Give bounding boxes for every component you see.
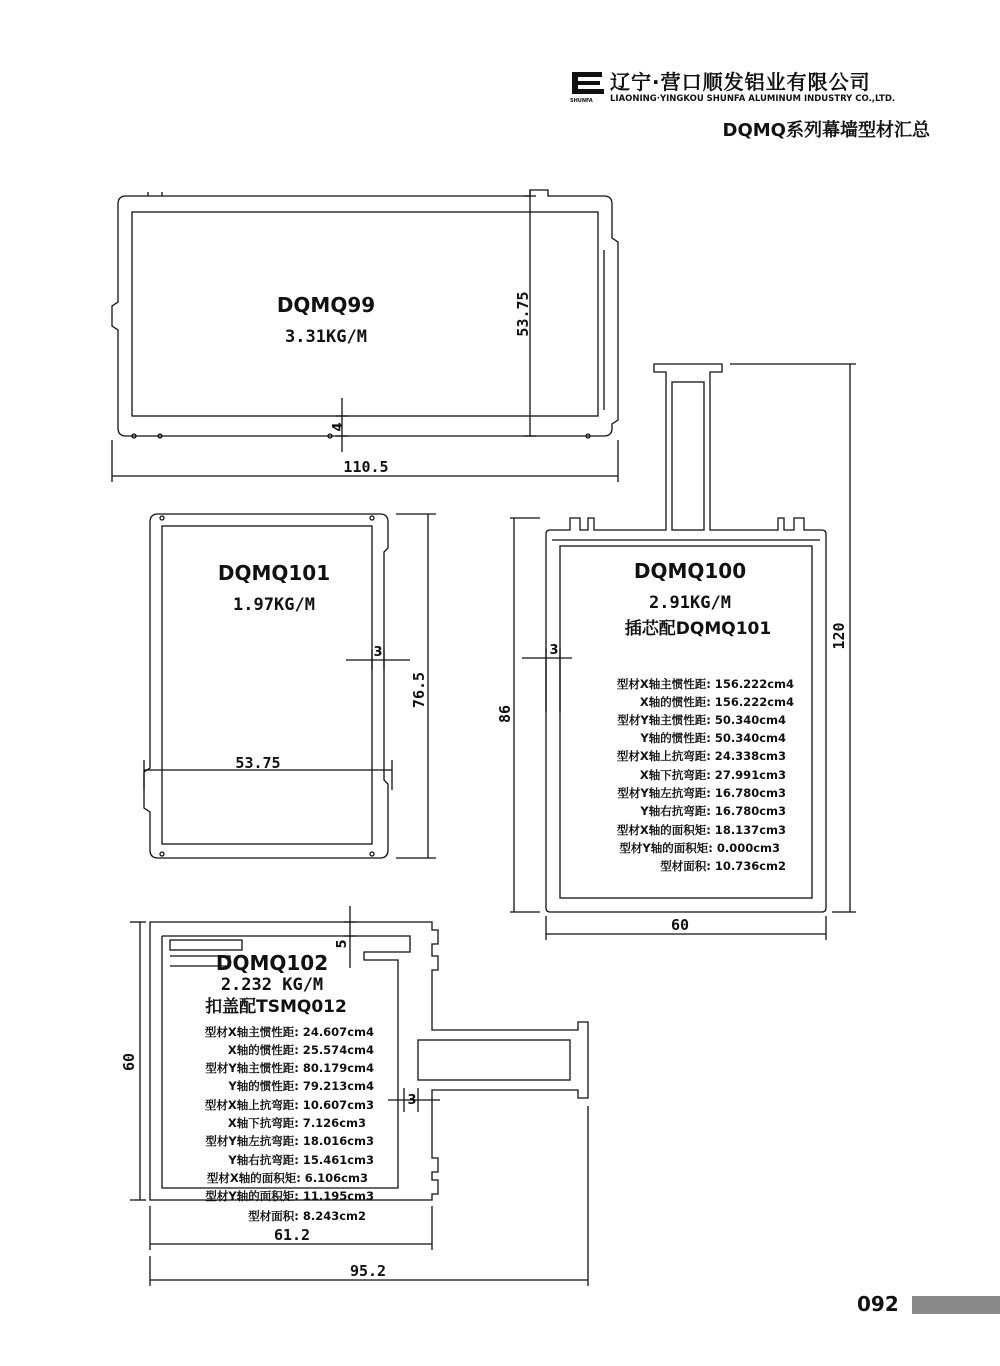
property-line: 型材X轴上抗弯距: 10.607cm3 — [204, 1098, 374, 1112]
property-line: 型材Y轴左抗弯距: 18.016cm3 — [205, 1134, 374, 1148]
dqmq100-inner-height-dim: 86 — [496, 704, 514, 724]
property-line: 型材X轴上抗弯距: 24.338cm3 — [616, 749, 786, 763]
dqmq102-weight: 2.232 KG/M — [220, 975, 324, 995]
dqmq100-properties — [617, 677, 794, 873]
dqmq99-wall-dim: 4 — [331, 422, 346, 432]
dqmq102-note: 扣盖配TSMQ012 — [205, 997, 347, 1017]
dqmq102-code: DQMQ102 — [215, 951, 329, 975]
property-line: Y轴的惯性距: 79.213cm4 — [228, 1079, 374, 1093]
dqmq102-wall-dim: 3 — [407, 1093, 417, 1108]
page-number: 092 — [857, 1292, 899, 1316]
dqmq101-width-dim: 53.75 — [235, 754, 281, 772]
dqmq102-flange-dim: 5 — [335, 939, 350, 949]
property-line: 型材X轴的面积矩: 6.106cm3 — [206, 1171, 368, 1185]
dqmq99-code: DQMQ99 — [276, 293, 376, 317]
property-line: 型材Y轴主惯性距: 80.179cm4 — [205, 1061, 374, 1075]
dqmq101-height-dim: 76.5 — [410, 671, 428, 709]
dqmq102-total-width-dim: 95.2 — [349, 1262, 387, 1280]
property-line: 型材Y轴的面积矩: 11.195cm3 — [205, 1189, 374, 1203]
property-line: 型材Y轴主惯性距: 50.340cm4 — [617, 713, 786, 727]
property-line: 型材面积: 10.736cm2 — [660, 859, 786, 873]
property-line: 型材X轴主惯性距: 24.607cm4 — [204, 1025, 374, 1039]
property-line: X轴下抗弯距: 27.991cm3 — [639, 768, 786, 782]
property-line: Y轴右抗弯距: 16.780cm3 — [640, 804, 786, 818]
property-line: X轴的惯性距: 156.222cm4 — [639, 695, 794, 709]
page-number-bar — [912, 1296, 1000, 1314]
dqmq99-height-dim: 53.75 — [514, 291, 532, 337]
property-line: X轴的惯性距: 25.574cm4 — [227, 1043, 374, 1057]
property-line: 型材Y轴的面积矩: 0.000cm3 — [619, 841, 780, 855]
dqmq100-total-height-dim: 120 — [830, 622, 848, 650]
property-line: 型材X轴的面积矩: 18.137cm3 — [616, 823, 786, 837]
property-line: 型材面积: 8.243cm2 — [248, 1209, 366, 1223]
dqmq100-width-dim: 60 — [670, 916, 690, 934]
dqmq99-weight: 3.31KG/M — [285, 327, 367, 347]
dqmq102-inner-width-dim: 61.2 — [273, 1226, 311, 1244]
property-line: X轴下抗弯距: 7.126cm3 — [227, 1116, 366, 1130]
dqmq101-wall-dim: 3 — [373, 645, 383, 660]
dqmq102-height-dim: 60 — [120, 1052, 138, 1072]
dqmq101-code: DQMQ101 — [217, 561, 331, 585]
property-line: 型材Y轴左抗弯距: 16.780cm3 — [617, 786, 786, 800]
company-name-en: LIAONING·YINGKOU SHUNFA ALUMINUM INDUSTRY CO.,LTD. — [610, 94, 896, 104]
series-title: DQMQ系列幕墙型材汇总 — [722, 120, 930, 141]
property-line: Y轴的惯性距: 50.340cm4 — [640, 731, 786, 745]
dqmq101-weight: 1.97KG/M — [233, 595, 315, 615]
property-line: 型材X轴主惯性距: 156.222cm4 — [616, 677, 794, 691]
dqmq100-weight: 2.91KG/M — [649, 593, 731, 613]
dqmq100-note: 插芯配DQMQ101 — [624, 619, 772, 639]
dqmq99-width-dim: 110.5 — [343, 458, 389, 476]
profile-dqmq102 — [130, 906, 588, 1286]
company-name-cn: 辽宁·营口顺发铝业有限公司 — [610, 70, 871, 94]
logo-text: SHUNFA — [570, 98, 593, 104]
property-line: Y轴右抗弯距: 15.461cm3 — [228, 1153, 374, 1167]
dqmq102-properties — [205, 1025, 374, 1223]
dqmq100-code: DQMQ100 — [633, 559, 747, 583]
dqmq100-wall-dim: 3 — [549, 643, 559, 658]
